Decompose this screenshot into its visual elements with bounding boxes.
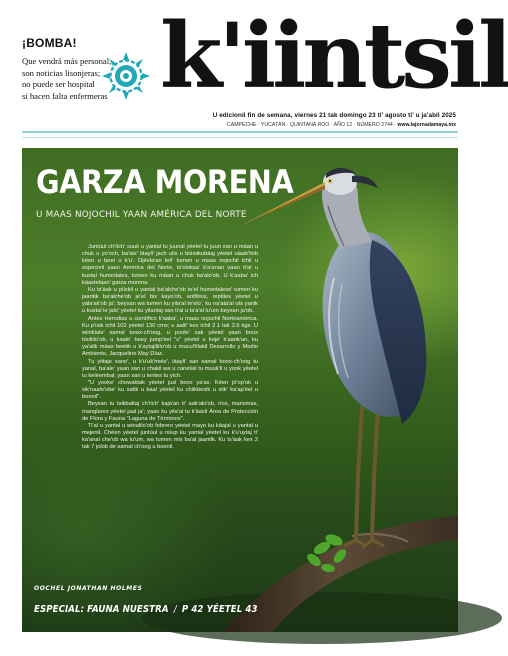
website-link[interactable]: www.lajornadamaya.mx [397,122,456,128]
article-paragraph: Antes Herodias u científico k'aaba', u maas nojochil Norteamérica. Ku p'isik ichil 102 yéetel 130 cms; u aalil' kex ichil 2.1 tak 3.6 kgs. U wiinklale' samal boox-ch'oog, u poole' sak yéetel yaan boox tóoliilo'ob, u kaale' beey jump'éel "s" yéetel u koje' k'aank'an, ku ya'alik máax beetik u k'aytajiliilo'ob u mucul'iilakil Desarrollo y Medio Ambiente, Jacqueline May Díaz. [82,315,258,358]
newspaper-logo: k'iintsil [160,3,508,109]
cover-subheadline: U MAAS NOJOCHIL YAAN AMÉRICA DEL NORTE [36,210,247,220]
special-separator: / [173,604,177,615]
teaser-line: si hacen falta enfermeras [22,90,108,101]
teaser-line: Que vendrá más personal, [22,56,112,66]
article-paragraph: Tu yiitaje sane', u k'u'uk'mele', láayli' xan samal boox-ch'oog tu yanal, ba'ale' yaan xan u chakil wa u canelail tu muuk'il u yook yéetel tu keléembal; yaan xan u lentes tu yich. [82,358,258,379]
special-page: P 42 YÉETEL 43 [181,604,258,615]
cover-headline: GARZA MORENA [36,163,294,201]
edition-places: CAMPECHE · YUCATÁN · QUINTANA ROO · AÑO 12 · NÚMERO 2744 · [227,122,396,128]
edition-info [156,122,456,128]
article-paragraph: "U yooke' chowaktak yéetel jusl boox ya'ax. Kéen jó'op'ok u sik'naalo'obe' ku satik u kaal yéetel ku chiikbesik u siik' ka'ap'éel u boonil". [82,379,258,401]
special-section-link[interactable] [34,604,258,615]
teaser-line: son noticias lisonjeras; [22,67,101,78]
photo-credit: OOCHEL JONATHAN HOLMES [34,585,143,592]
masthead-divider-thin [22,137,458,138]
cover-photo [22,148,458,632]
article-paragraph: Juntúul ch'íich' suuk u yantal tu juunal yéetel tu juun xan u máan u chuk u yo'och, ba'ale' láayli' jach ulis u biinsikubáaj yéetel ulaak'ilob kéen u beet u k'u'. Ojéela'an leti' tumen u maas nojochil ichil u especieil yaan América del Norte, ts'oloksa' k'a'anan yaan ti'al u kuxtal humedales, tumen ku máan u chuk ba'alo'ob. U k'aaba' ich káastelaan' garza morena. [82,244,258,286]
article-paragraph: Beyxan tu tsikbaltaj ch'íich' kaja'an ti' aak'alo'ob, ríos, marismas, manglares yéetel jaal ja'; yaan ku yila'al tu k'áaxil Área de Protección de Flora y Fauna "Laguna de Términos". [82,401,258,422]
sun-jaguar-emblem-icon [100,50,152,102]
cover-article [82,244,258,452]
masthead-divider [22,131,458,133]
special-label: ESPECIAL: FAUNA NUESTRA [34,604,169,615]
teaser-line: no puede ser hospital [22,79,95,89]
teaser-title: ¡BOMBA! [22,36,77,50]
article-paragraph: Ti'al u yantal u winalilo'ob febrero yéetel mayo ku káajal u yantal u mejenil. Chéen yéetel juntúul u núup ku yantal yéetel ku k'u'uytaj ti' ka'anal che'ob wa lu'um, wa tumen mix ba'al jaantik. Ku ts'áak kex 2 tak 7 jolob de samal ch'oog u boonil. [82,422,258,451]
dateline [156,112,456,128]
edition-date: U edicionil fin de semana, viernes 21 tak domingo 23 ti' agosto ti' u ja'abil 2025 [212,112,456,119]
article-paragraph: Ku ts'áak u píiskil u yantal ba'alche'ob te'el humedaleso' tumen ku jaantik ba'alche'ob je'el bix kayo'ob, anfíbios, reptiles yéetel u yála'ak'ob ja'; beyxan wa tumen ku yila'al te'elo', ku na'ata'al uts yanik u kuxtal le jalo' yéetel ku yilantaj xan ti'al u ts'a'al lu'um beyxan ja'ob. [82,286,258,315]
